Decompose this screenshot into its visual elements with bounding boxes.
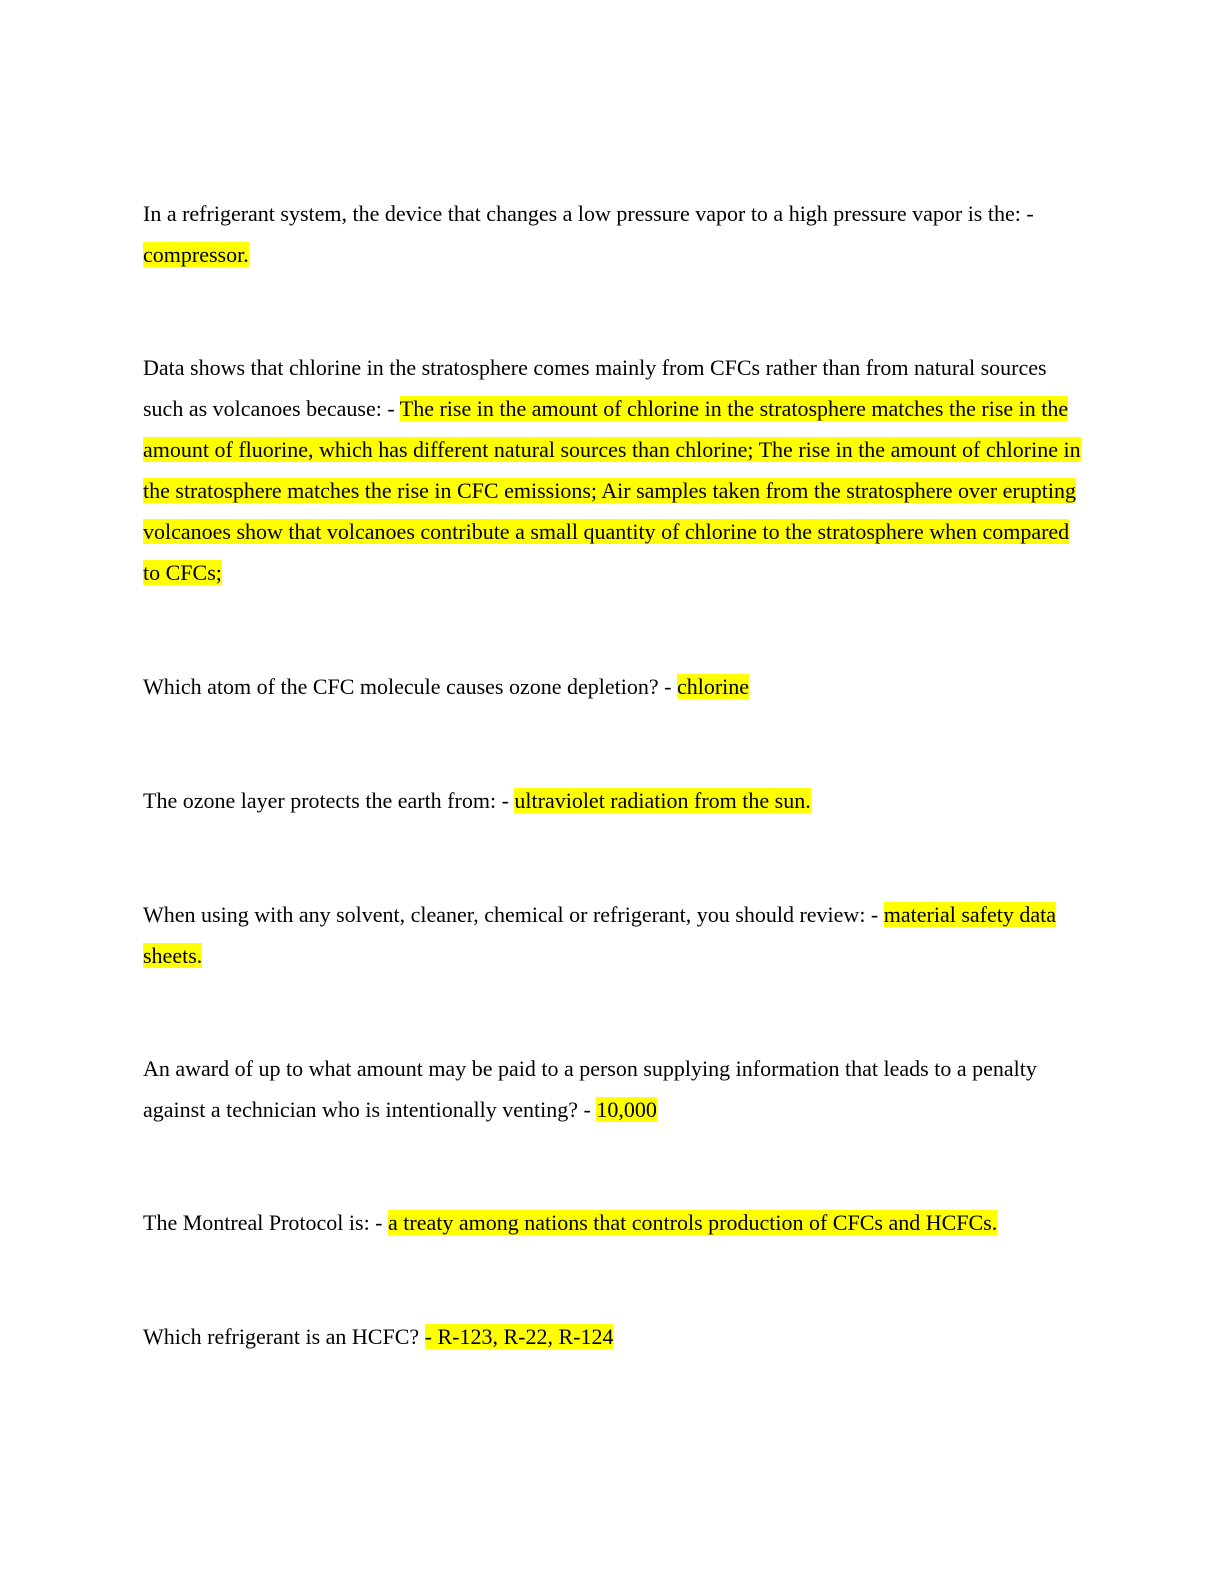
answer-highlight: material safety data sheets. <box>143 902 1057 968</box>
qa-item <box>143 1048 1083 1130</box>
question-text: In a refrigerant system, the device that changes a low pressure vapor to a high pressure vapor is the: - <box>143 201 1034 226</box>
qa-item <box>143 193 1083 275</box>
question-text: Which atom of the CFC molecule causes ozone depletion? - <box>143 674 677 699</box>
qa-item <box>143 1202 1083 1243</box>
answer-highlight: 10,000 <box>596 1097 657 1122</box>
answer-highlight: compressor. <box>143 242 249 267</box>
qa-item <box>143 780 1083 821</box>
answer-highlight: a treaty among nations that controls production of CFCs and HCFCs. <box>388 1210 998 1235</box>
qa-item <box>143 347 1083 593</box>
question-text: The ozone layer protects the earth from: - <box>143 788 515 813</box>
answer-highlight: - R-123, R-22, R-124 <box>424 1324 614 1349</box>
answer-highlight: ultraviolet radiation from the sun. <box>514 788 811 813</box>
qa-item <box>143 894 1083 976</box>
qa-item <box>143 666 1083 707</box>
question-text: An award of up to what amount may be paid to a person supplying information that leads to a penalty against a technician who is intentionally venting? - <box>143 1056 1037 1122</box>
qa-item <box>143 1316 1083 1357</box>
answer-highlight: The rise in the amount of chlorine in the stratosphere matches the rise in the amount of fluorine, which has different natural sources than chlorine; The rise in the amount of chlorine in the stratosphere matches the rise in CFC emissions; Air samples taken from the stratosphere over erupting volcanoes show that volcanoes contribute a small quantity of chlorine to the stratosphere when compared to CFCs; <box>143 396 1081 585</box>
question-text: Data shows that chlorine in the stratosphere comes mainly from CFCs rather than from natural sources such as volcanoes because: - <box>143 355 1047 421</box>
question-text: When using with any solvent, cleaner, chemical or refrigerant, you should review: - <box>143 902 884 927</box>
question-text: The Montreal Protocol is: - <box>143 1210 389 1235</box>
answer-highlight: chlorine <box>676 674 750 699</box>
question-text: Which refrigerant is an HCFC? <box>143 1324 425 1349</box>
